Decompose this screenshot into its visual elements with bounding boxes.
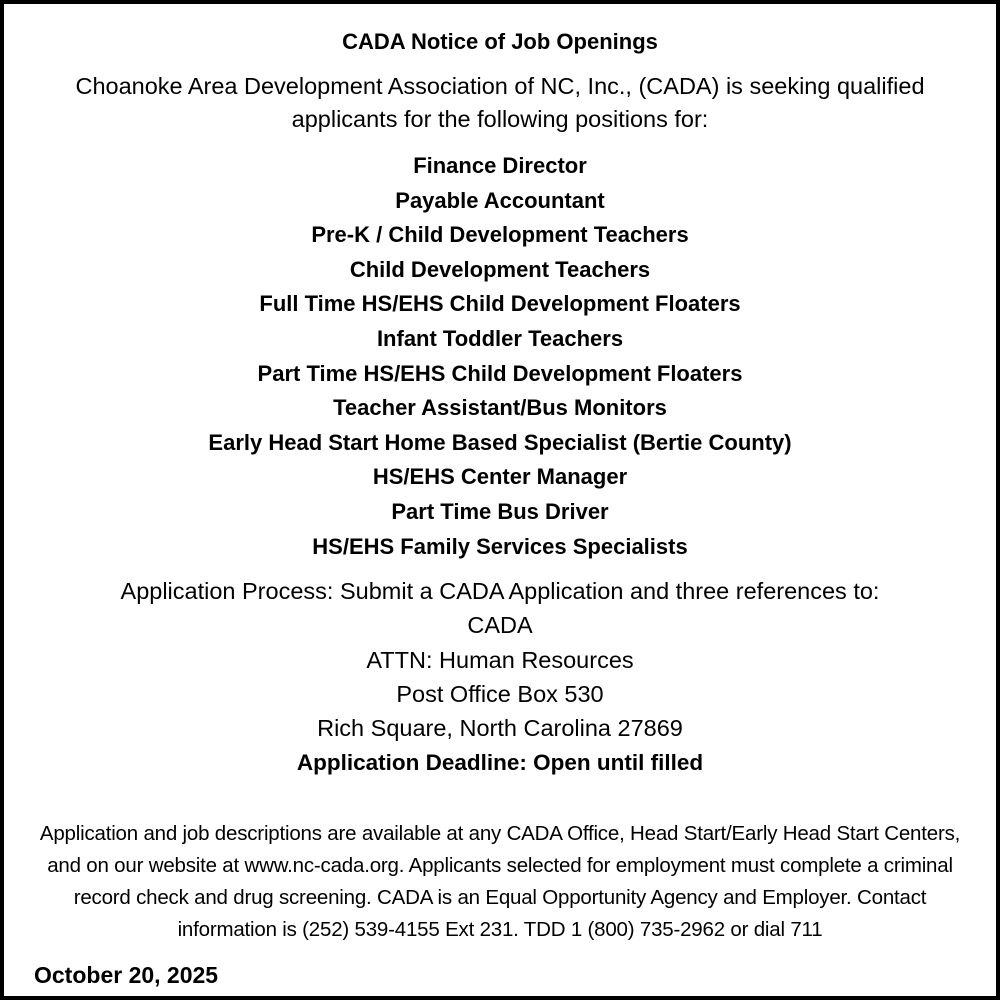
address-line: Post Office Box 530	[396, 681, 604, 708]
position-item: HS/EHS Family Services Specialists	[312, 533, 688, 559]
position-item: Pre-K / Child Development Teachers	[311, 222, 689, 248]
position-item: Early Head Start Home Based Specialist (Bertie County)	[208, 429, 792, 455]
position-item: Payable Accountant	[395, 187, 605, 213]
notice-date: October 20, 2025	[34, 961, 219, 988]
address-line: ATTN: Human Resources	[366, 646, 634, 673]
address-line: CADA	[467, 612, 533, 639]
address-line: Rich Square, North Carolina 27869	[317, 715, 683, 742]
position-item: Full Time HS/EHS Child Development Floaters	[259, 291, 741, 317]
position-item: HS/EHS Center Manager	[372, 464, 628, 490]
position-item: Teacher Assistant/Bus Monitors	[333, 395, 667, 421]
application-process-line: Application Process: Submit a CADA Application and three references to:	[120, 578, 880, 605]
position-item: Part Time Bus Driver	[391, 498, 609, 524]
position-item: Child Development Teachers	[349, 256, 651, 282]
notice-content	[4, 4, 996, 989]
positions-list	[32, 149, 968, 564]
footer-paragraph: Application and job descriptions are available at any CADA Office, Head Start/Early Head Start Centers, and on our website at www.nc-cada.org. Applicants selected for employment must complete a criminal record check and drug screening. CADA is an Equal Opportunity Agency and Employer. Contact information is (252) 539-4155 Ext 231. TDD 1 (800) 735-2962 or dial 711	[39, 821, 961, 941]
application-deadline: Application Deadline: Open until filled	[296, 749, 704, 775]
application-block	[32, 574, 968, 780]
position-item: Finance Director	[413, 153, 587, 178]
notice-intro: Choanoke Area Development Association of NC, Inc., (CADA) is seeking qualified applicants for the following positions for:	[75, 73, 925, 132]
position-item: Infant Toddler Teachers	[376, 325, 624, 351]
position-item: Part Time HS/EHS Child Development Floaters	[257, 360, 743, 386]
notice-title: CADA Notice of Job Openings	[342, 29, 658, 54]
